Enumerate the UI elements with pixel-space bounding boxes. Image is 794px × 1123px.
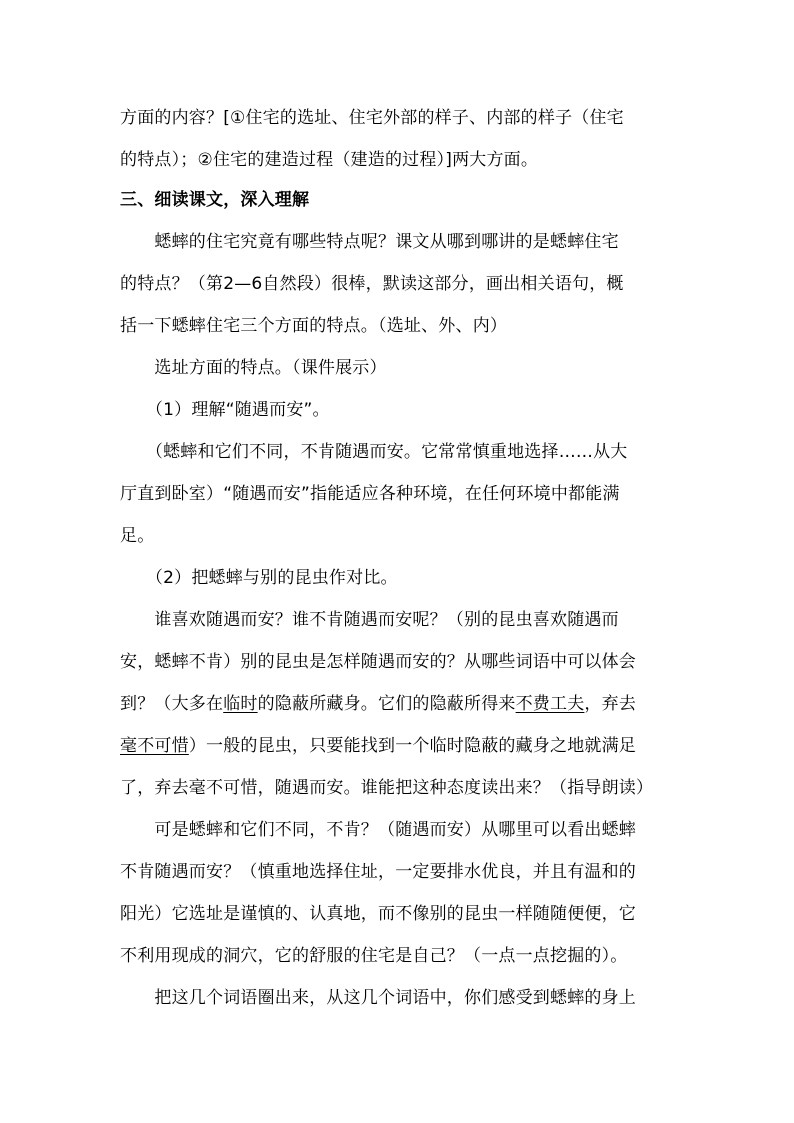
text-run: 不利用现成的洞穴，它的舒服的住宅是自己？（一点一点挖掘的）。 [120,946,628,966]
text-run: 蟋蟀的住宅究竟有哪些特点呢？课文从哪到哪讲的是蟋蟀住宅 [120,232,619,252]
text-run: 括一下蟋蟀住宅三个方面的特点。（选址、外、内） [120,316,508,336]
text-run: 的特点）；②住宅的建造过程（建造的过程）]两大方面。 [120,150,539,170]
underlined-term: 不费工夫 [515,694,585,714]
text-run: 到？（大多在 [120,694,224,714]
paragraph-line [120,944,680,968]
paragraph-line [120,230,680,254]
paragraph-line [120,734,680,758]
text-run: 足。 [120,526,155,546]
text-run: 方面的内容？[①住宅的选址、住宅外部的样子、内部的样子（住宅 [120,108,624,128]
text-run: ）一般的昆虫，只要能找到一个临时隐蔽的藏身之地就满足 [188,736,637,756]
text-run: （蟋蟀和它们不同，不肯随遇而安。它常常慎重地选择……从大 [120,442,628,462]
paragraph-line [120,650,680,674]
text-run: 的隐蔽所藏身。它们的隐蔽所得来 [257,694,516,714]
paragraph-line [120,106,680,130]
text-run: 三、细读课文，深入理解 [120,190,310,210]
paragraph-line [120,356,680,380]
text-run: 安，蟋蟀不肯）别的昆虫是怎样随遇而安的？从哪些词语中可以体会 [120,652,636,672]
paragraph-line [120,776,680,800]
paragraph-line [120,566,680,590]
underlined-term: 临时 [223,694,258,714]
paragraph-line [120,314,680,338]
section-heading [120,188,680,212]
text-run: 厅直到卧室）“随遇而安”指能适应各种环境，在任何环境中都能满 [120,484,620,504]
paragraph-line [120,818,680,842]
paragraph-line [120,608,680,632]
text-run: 阳光）它选址是谨慎的、认真地，而不像别的昆虫一样随随便便，它 [120,904,636,924]
text-run: 的特点？（第2—6自然段）很棒，默读这部分，画出相关语句，概 [120,274,624,294]
paragraph-line [120,148,680,172]
text-run: 把这几个词语圈出来，从这几个词语中，你们感受到蟋蟀的身上 [120,988,636,1008]
text-run: ，弃去 [584,694,637,714]
text-run: 选址方面的特点。（课件展示） [120,358,387,378]
text-run: 谁喜欢随遇而安？谁不肯随遇而安呢？（别的昆虫喜欢随遇而 [120,610,619,630]
paragraph-line [120,482,680,506]
paragraph-line [120,524,680,548]
paragraph-line [120,902,680,926]
paragraph-line [120,860,680,884]
underlined-term: 毫不可惜 [120,736,189,756]
text-run: 可是蟋蟀和它们不同，不肯？（随遇而安）从哪里可以看出蟋蟀 [120,820,636,840]
paragraph-line [120,692,680,716]
text-run: 不肯随遇而安？（慎重地选择住址，一定要排水优良，并且有温和的 [120,862,636,882]
paragraph-line [120,440,680,464]
text-run: （2）把蟋蟀与别的昆虫作对比。 [120,568,398,588]
paragraph-line [120,986,680,1010]
paragraph-line [120,272,680,296]
text-run: 了，弃去毫不可惜，随遇而安。谁能把这种态度读出来？（指导朗读） [120,778,654,798]
paragraph-line [120,398,680,422]
text-run: （1）理解“随遇而安”。 [120,400,330,420]
